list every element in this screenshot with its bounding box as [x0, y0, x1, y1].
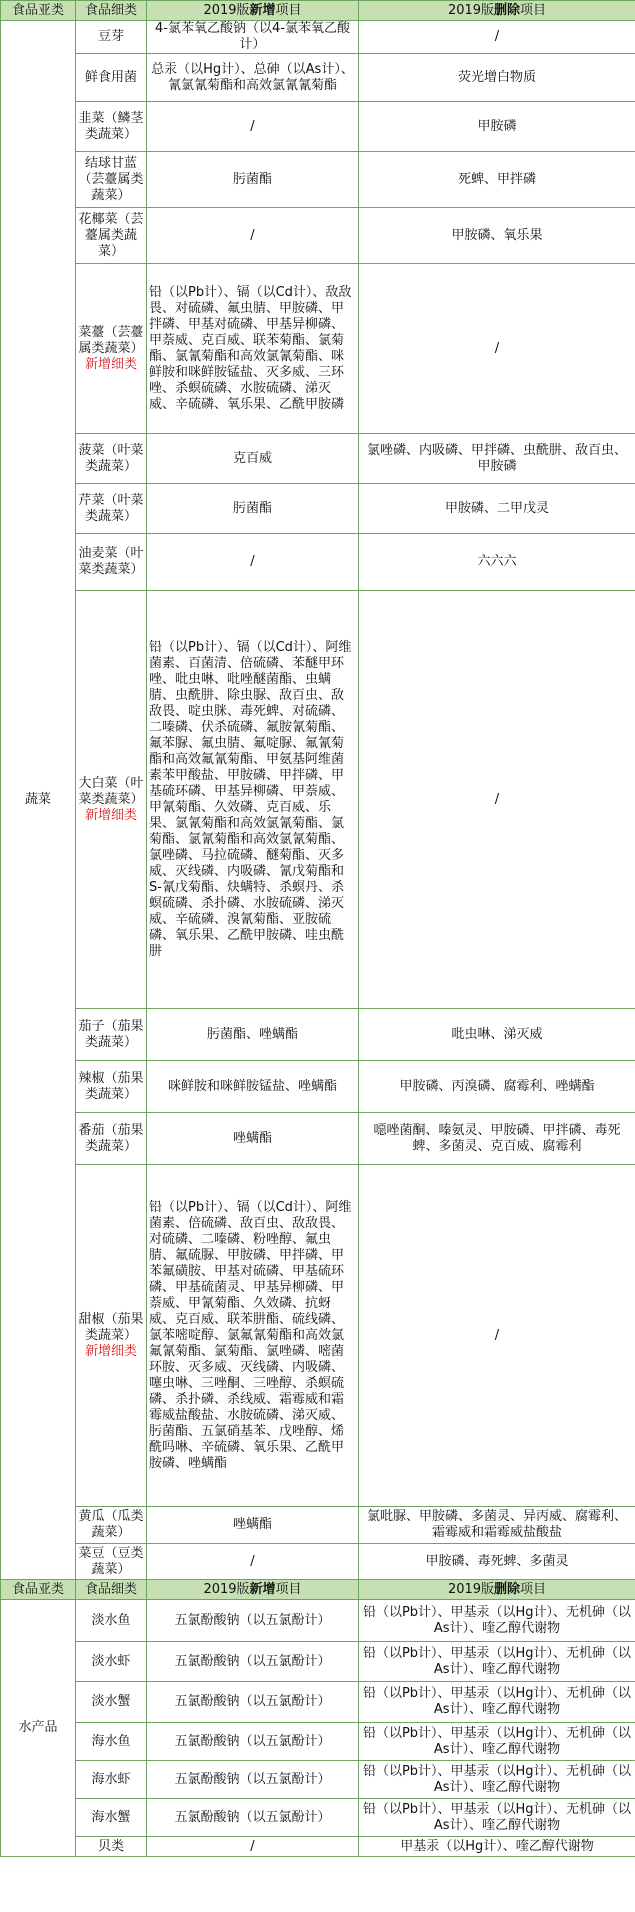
subcategory-cell: 豆芽 [76, 21, 147, 54]
table-row [1, 1761, 635, 1799]
subcategory-name: 菜薹（芸薹属类蔬菜） [78, 324, 144, 356]
removed-cell: 铅（以Pb计）、甲基汞（以Hg计）、无机砷（以As计）、喹乙醇代谢物 [359, 1761, 635, 1799]
subcategory-cell: 海水鱼 [76, 1723, 147, 1761]
new-subcategory-label: 新增细类 [84, 1343, 137, 1359]
removed-cell: 甲胺磷、毒死蜱、多菌灵 [359, 1544, 635, 1580]
table-row [1, 1682, 635, 1723]
subcategory-cell: 芹菜（叶菜类蔬菜） [76, 484, 147, 534]
removed-cell: 荧光增白物质 [359, 54, 635, 102]
table-row [1, 1837, 635, 1857]
subcategory-cell: 结球甘蓝（芸薹属类蔬菜） [76, 152, 147, 208]
added-cell: / [147, 1544, 359, 1580]
table-row [1, 1799, 635, 1837]
new-subcategory-label: 新增细类 [84, 807, 137, 823]
removed-cell: 死蜱、甲拌磷 [359, 152, 635, 208]
header-category: 食品亚类 [1, 1580, 76, 1600]
category-cell-aqua: 水产品 [1, 1600, 76, 1857]
added-cell: 唑螨酯 [147, 1113, 359, 1165]
table-row [1, 1723, 635, 1761]
subcategory-cell: 海水虾 [76, 1761, 147, 1799]
added-cell: 咪鲜胺和咪鲜胺锰盐、唑螨酯 [147, 1061, 359, 1113]
added-cell: / [147, 102, 359, 152]
table-row [1, 1642, 635, 1682]
removed-cell: 吡虫啉、涕灭威 [359, 1009, 635, 1061]
header-removed: 2019版删除项目 [359, 1, 635, 21]
header-added: 2019版新增项目 [147, 1, 359, 21]
subcategory-cell: 淡水蟹 [76, 1682, 147, 1723]
table-row [1, 534, 635, 591]
subcategory-cell: 番茄（茄果类蔬菜） [76, 1113, 147, 1165]
category-cell-veg: 蔬菜 [1, 21, 76, 1580]
added-cell: 五氯酚酸钠（以五氯酚计） [147, 1799, 359, 1837]
table-row [1, 434, 635, 484]
table-row [1, 1600, 635, 1642]
subcategory-cell: 菠菜（叶菜类蔬菜） [76, 434, 147, 484]
removed-cell: 甲胺磷、氧乐果 [359, 208, 635, 264]
removed-cell: 噁唑菌酮、嗪氨灵、甲胺磷、甲拌磷、毒死蜱、多菌灵、克百威、腐霉利 [359, 1113, 635, 1165]
removed-cell: / [359, 21, 635, 54]
subcategory-cell: 油麦菜（叶菜类蔬菜） [76, 534, 147, 591]
removed-cell: 铅（以Pb计）、甲基汞（以Hg计）、无机砷（以As计）、喹乙醇代谢物 [359, 1723, 635, 1761]
subcategory-name: 大白菜（叶菜类蔬菜） [78, 775, 144, 807]
table-row [1, 484, 635, 534]
removed-cell: 六六六 [359, 534, 635, 591]
table-row [1, 1061, 635, 1113]
added-cell: / [147, 208, 359, 264]
table-row [1, 152, 635, 208]
added-cell: 五氯酚酸钠（以五氯酚计） [147, 1600, 359, 1642]
subcategory-cell: 海水蟹 [76, 1799, 147, 1837]
table-row [1, 54, 635, 102]
table-row [1, 264, 635, 434]
removed-cell: 甲胺磷、丙溴磷、腐霉利、唑螨酯 [359, 1061, 635, 1113]
header-category: 食品亚类 [1, 1, 76, 21]
added-cell: 克百威 [147, 434, 359, 484]
subcategory-cell: 韭菜（鳞茎类蔬菜） [76, 102, 147, 152]
added-cell: 4-氯苯氧乙酸钠（以4-氯苯氧乙酸计） [147, 21, 359, 54]
removed-cell: 甲胺磷 [359, 102, 635, 152]
subcategory-cell: 菜豆（豆类蔬菜） [76, 1544, 147, 1580]
added-cell: 铅（以Pb计）、镉（以Cd计）、阿维菌素、百菌清、倍硫磷、苯醚甲环唑、吡虫啉、吡唑醚菌酯、虫螨腈、虫酰肼、除虫脲、敌百虫、敌敌畏、啶虫脒、毒死蜱、对硫磷、二嗪磷、伏杀硫磷、氟胺氰菊酯、氟苯脲、氟虫腈、氟啶脲、氟氰菊酯和高效氟氰菊酯、甲氨基阿维菌素苯甲酸盐、甲胺磷、甲拌磷、甲基硫环磷、甲基异柳磷、甲萘威、甲氰菊酯、久效磷、克百威、乐果、氯氰菊酯和高效氯氰菊酯、氯菊酯、氯氰菊酯和高效氯氰菊酯、氯唑磷、马拉硫磷、醚菊酯、灭多威、灭线磷、内吸磷、氰戊菊酯和S-氰戊菊酯、炔螨特、杀螟丹、杀螟硫磷、杀扑磷、水胺硫磷、涕灭威、辛硫磷、溴氰菊酯、亚胺硫磷、氧乐果、乙酰甲胺磷、哇虫酰肼 [147, 591, 359, 1009]
subcategory-cell: 贝类 [76, 1837, 147, 1857]
table-row [1, 1544, 635, 1580]
added-cell: 肟菌酯 [147, 152, 359, 208]
removed-cell: 铅（以Pb计）、甲基汞（以Hg计）、无机砷（以As计）、喹乙醇代谢物 [359, 1642, 635, 1682]
removed-cell: 甲基汞（以Hg计）、喹乙醇代谢物 [359, 1837, 635, 1857]
table-row [1, 1009, 635, 1061]
table-row [1, 1507, 635, 1544]
new-subcategory-label: 新增细类 [84, 356, 137, 372]
added-cell: 总汞（以Hg计）、总砷（以As计）、氰氯氰菊酯和高效氯氰氰菊酯 [147, 54, 359, 102]
subcategory-cell: 黄瓜（瓜类蔬菜） [76, 1507, 147, 1544]
added-cell: 五氯酚酸钠（以五氯酚计） [147, 1682, 359, 1723]
added-cell: 唑螨酯 [147, 1507, 359, 1544]
subcategory-cell: 辣椒（茄果类蔬菜） [76, 1061, 147, 1113]
added-cell: 铅（以Pb计）、镉（以Cd计）、阿维菌素、倍硫磷、敌百虫、敌敌畏、对硫磷、二嗪磷、粉唑醇、氟虫腈、氟硫脲、甲胺磷、甲拌磷、甲苯氟磺胺、甲基对硫磷、甲基硫环磷、甲基硫菌灵、甲基异柳磷、甲萘威、甲氰菊酯、久效磷、抗蚜威、克百威、联苯肼酯、硫线磷、氯苯嘧啶醇、氯氟氰菊酯和高效氯氟氰菊酯、氯菊酯、氯唑磷、嘧菌环胺、灭多威、灭线磷、内吸磷、噻虫啉、三唑酮、三唑醇、杀螟硫磷、杀扑磷、杀线威、霜霉威和霜霉威盐酸盐、水胺硫磷、涕灭威、肟菌酯、五氯硝基苯、戊唑醇、烯酰吗啉、辛硫磷、氧乐果、乙酰甲胺磷、唑螨酯 [147, 1165, 359, 1507]
subcategory-cell: 茄子（茄果类蔬菜） [76, 1009, 147, 1061]
removed-cell: 铅（以Pb计）、甲基汞（以Hg计）、无机砷（以As计）、喹乙醇代谢物 [359, 1600, 635, 1642]
removed-cell: 甲胺磷、二甲戊灵 [359, 484, 635, 534]
table-header-row [1, 1, 635, 21]
added-cell: 铅（以Pb计）、镉（以Cd计）、敌敌畏、对硫磷、氟虫腈、甲胺磷、甲拌磷、甲基对硫磷、甲基异柳磷、甲萘威、克百威、联苯菊酯、氯菊酯、氯氰菊酯和高效氯氰菊酯、咪鲜胺和咪鲜胺锰盐、灭多威、三环唑、杀螟硫磷、水胺硫磷、涕灭威、辛硫磷、氧乐果、乙酰甲胺磷 [147, 264, 359, 434]
added-cell: 五氯酚酸钠（以五氯酚计） [147, 1723, 359, 1761]
added-cell: 五氯酚酸钠（以五氯酚计） [147, 1761, 359, 1799]
subcategory-cell [76, 591, 147, 1009]
table-row [1, 208, 635, 264]
table-row [1, 102, 635, 152]
subcategory-cell: 淡水鱼 [76, 1600, 147, 1642]
table-row [1, 1165, 635, 1507]
added-cell: 肟菌酯、唑螨酯 [147, 1009, 359, 1061]
removed-cell: 铅（以Pb计）、甲基汞（以Hg计）、无机砷（以As计）、喹乙醇代谢物 [359, 1799, 635, 1837]
header-subcategory: 食品细类 [76, 1580, 147, 1600]
table-row [1, 21, 635, 54]
subcategory-cell: 鲜食用菌 [76, 54, 147, 102]
added-cell: 五氯酚酸钠（以五氯酚计） [147, 1642, 359, 1682]
removed-cell: / [359, 1165, 635, 1507]
subcategory-cell [76, 264, 147, 434]
added-cell: / [147, 1837, 359, 1857]
header-removed: 2019版删除项目 [359, 1580, 635, 1600]
removed-cell: 铅（以Pb计）、甲基汞（以Hg计）、无机砷（以As计）、喹乙醇代谢物 [359, 1682, 635, 1723]
removed-cell: 氯吡脲、甲胺磷、多菌灵、异丙威、腐霉利、霜霉威和霜霉威盐酸盐 [359, 1507, 635, 1544]
added-cell: 肟菌酯 [147, 484, 359, 534]
subcategory-name: 甜椒（茄果类蔬菜） [78, 1311, 144, 1343]
removed-cell: / [359, 591, 635, 1009]
added-cell: / [147, 534, 359, 591]
removed-cell: 氯唑磷、内吸磷、甲拌磷、虫酰肼、敌百虫、甲胺磷 [359, 434, 635, 484]
subcategory-cell [76, 1165, 147, 1507]
removed-cell: / [359, 264, 635, 434]
header-subcategory: 食品细类 [76, 1, 147, 21]
subcategory-cell: 淡水虾 [76, 1642, 147, 1682]
table-header-row [1, 1580, 635, 1600]
header-added: 2019版新增项目 [147, 1580, 359, 1600]
table-row [1, 591, 635, 1009]
subcategory-cell: 花椰菜（芸薹属类蔬菜） [76, 208, 147, 264]
table-row [1, 1113, 635, 1165]
